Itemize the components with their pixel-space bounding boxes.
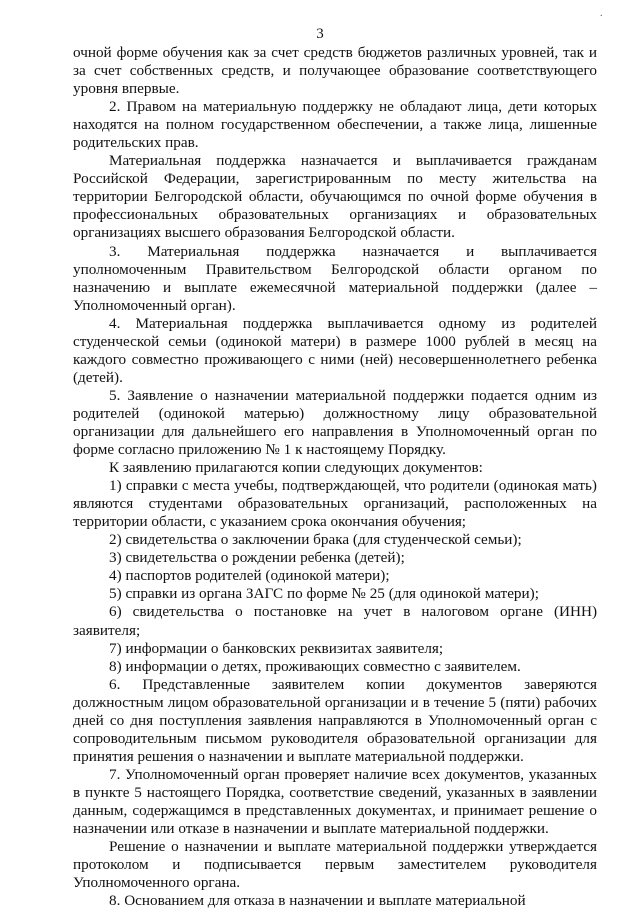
paragraph-support-recipients: Материальная поддержка назначается и выплачивается гражданам Российской Федерации, зарегистрированным по месту жительства на территории Белгородской области, обучающимся по очной форме обучения в профессиональных образовательных организациях и образовательных организациях высшего образования Белгородской области.	[73, 152, 597, 242]
paragraph-item-8: 8. Основанием для отказа в назначении и выплате материальной	[109, 892, 526, 910]
documents-list-item: 1) справки с места учебы, подтверждающей, что родители (одинокая мать) являются студентами образовательных организаций, расположенных на территории области, с указанием срока окончания обучения;	[73, 477, 597, 531]
paragraph-item-3: 3. Материальная поддержка назначается и выплачивается уполномоченным Правительством Белгородской области органом по назначению и выплате ежемесячной материальной поддержки (далее – Уполномоченный орган).	[73, 242, 597, 314]
documents-list-item: 8) информации о детях, проживающих совместно с заявителем.	[109, 657, 521, 675]
corner-mark: .	[600, 8, 603, 19]
documents-list-item: 5) справки из органа ЗАГС по форме № 25 (для одинокой матери);	[109, 585, 539, 603]
paragraph-item-7: 7. Уполномоченный орган проверяет наличие всех документов, указанных в пункте 5 настоящего Порядка, соответствие сведений, указанных в заявлении данным, содержащимся в представленных документах, и принимает решение о назначении или отказе в назначении и выплате материальной поддержки.	[73, 765, 597, 838]
documents-list-item: 3) свидетельства о рождении ребенка (детей);	[109, 549, 405, 567]
documents-list-item: 2) свидетельства о заключении брака (для студенческой семьи);	[109, 531, 522, 549]
paragraph-item-4: 4. Материальная поддержка выплачивается одному из родителей студенческой семьи (одинокой матери) в размере 1000 рублей в месяц на каждого совместно проживающего с ними (ней) несовершеннолетнего ребенка (детей).	[73, 314, 597, 386]
document-body	[73, 44, 597, 910]
documents-list-item: 7) информации о банковских реквизитах заявителя;	[109, 639, 444, 657]
paragraph-continuation: очной форме обучения как за счет средств бюджетов различных уровней, так и за счет собственных средств, и получающее образование соответствующего уровня впервые.	[73, 44, 597, 98]
paragraph-item-5: 5. Заявление о назначении материальной поддержки подается одним из родителей (одинокой матерью) должностному лицу образовательной организации для дальнейшего его направления в Уполномоченный орган по форме согласно приложению № 1 к настоящему Порядку.	[73, 386, 597, 459]
paragraph-item-2: 2. Правом на материальную поддержку не обладают лица, дети которых находятся на полном государственном обеспечении, а также лица, лишенные родительских прав.	[73, 98, 597, 152]
documents-list-item: 6) свидетельства о постановке на учет в налоговом органе (ИНН) заявителя;	[73, 603, 597, 639]
paragraph-decision-approval: Решение о назначении и выплате материальной поддержки утверждается протоколом и подписывается первым заместителем руководителя Уполномоченного органа.	[73, 838, 597, 892]
paragraph-item-6: 6. Представленные заявителем копии документов заверяются должностным лицом образовательной организации и в течение 5 (пяти) рабочих дней со дня поступления заявления направляются в Уполномоченный орган с сопроводительным письмом руководителя образовательной организации для принятия решения о назначении и выплате материальной поддержки.	[73, 675, 597, 765]
page-number: 3	[316, 26, 324, 42]
documents-list-intro: К заявлению прилагаются копии следующих документов:	[109, 459, 483, 477]
documents-list-item: 4) паспортов родителей (одинокой матери);	[109, 567, 390, 585]
